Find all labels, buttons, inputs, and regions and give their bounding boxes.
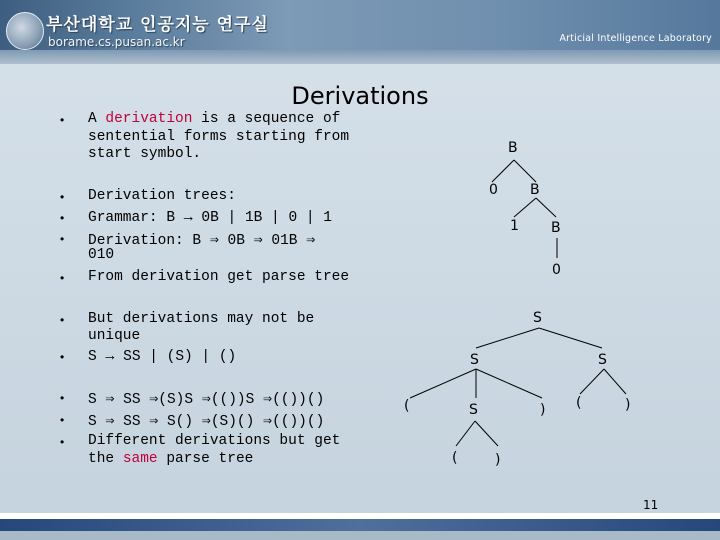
- tree2-node: S: [470, 352, 479, 368]
- tree1-node: B: [530, 182, 540, 198]
- bullet-marker: •: [60, 113, 65, 127]
- text-run: 01B: [262, 233, 307, 249]
- tree1-edge: [492, 160, 514, 182]
- text-line: start symbol.: [88, 146, 202, 162]
- text-line: But derivations may not be: [88, 311, 315, 327]
- text-run: is a sequence of: [192, 111, 341, 127]
- text-run: the: [88, 451, 123, 467]
- tree2-edge: [456, 421, 475, 446]
- derives-arrow-icon: ⇒: [263, 391, 273, 408]
- text-line: 010: [88, 247, 115, 263]
- lab-name: Articial Intelligence Laboratory: [559, 33, 712, 44]
- text-run: Grammar: B: [88, 210, 184, 226]
- text-run: S: [88, 349, 106, 365]
- tree1-leaf-node: 0: [552, 262, 561, 278]
- derives-arrow-icon: ⇒: [263, 413, 273, 430]
- university-name: 부산대학교 인공지능 연구실: [46, 15, 269, 35]
- text-run: (S)S: [158, 392, 202, 408]
- derives-arrow-icon: ⇒: [105, 413, 115, 430]
- tree2-node: ): [540, 402, 546, 418]
- tree1-node: 0: [489, 182, 498, 198]
- text-run: S(): [158, 414, 202, 430]
- bullet-marker: •: [60, 435, 65, 449]
- highlight-derivation: derivation: [105, 111, 193, 127]
- footer-bar: [0, 519, 720, 531]
- text-run: SS: [114, 414, 150, 430]
- tree2-node: S: [469, 402, 478, 418]
- tree2-node: (: [452, 450, 458, 466]
- derives-arrow-icon: ⇒: [149, 413, 159, 430]
- bullet-marker: •: [60, 350, 65, 364]
- tree1-edge: [514, 160, 536, 182]
- tree1-edge: [514, 198, 536, 217]
- tree2-node: S: [598, 352, 607, 368]
- tree2-edge: [580, 369, 604, 394]
- derives-arrow-icon: ⇒: [149, 391, 159, 408]
- highlight-same: same: [122, 451, 158, 467]
- tree2-node: (: [576, 395, 582, 411]
- tree1-node: 1: [510, 218, 519, 234]
- bullet-marker: •: [60, 391, 65, 405]
- text-line: Different derivations but get: [88, 433, 341, 449]
- text-run: SS: [114, 392, 150, 408]
- text-run: parse tree: [157, 451, 254, 467]
- produces-arrow-icon: →: [105, 348, 115, 365]
- tree2-node: ): [495, 452, 501, 468]
- derives-arrow-icon: ⇒: [201, 413, 211, 430]
- derives-arrow-icon: ⇒: [253, 232, 263, 249]
- text-run: (())S: [210, 392, 264, 408]
- text-run: (())(): [272, 414, 325, 430]
- tree2-edge: [410, 369, 476, 398]
- text-run: (S)(): [210, 414, 264, 430]
- text-run: (())(): [272, 392, 325, 408]
- text-line: From derivation get parse tree: [88, 269, 350, 285]
- tree2-edge: [604, 369, 626, 394]
- derives-arrow-icon: ⇒: [306, 232, 316, 249]
- text-run: S: [88, 414, 106, 430]
- text-run: Derivation: B: [88, 233, 210, 249]
- derives-arrow-icon: ⇒: [209, 232, 219, 249]
- tree2-edge: [476, 369, 542, 398]
- produces-arrow-icon: →: [183, 209, 193, 226]
- text-line: unique: [88, 328, 141, 344]
- bullet-marker: •: [60, 190, 65, 204]
- text-run: A: [88, 111, 106, 127]
- tree1-edge: [536, 198, 556, 217]
- tree1-node: B: [551, 220, 561, 236]
- tree2-node: (: [404, 398, 410, 414]
- tree2-edge: [539, 328, 602, 348]
- slide-title: Derivations: [291, 82, 429, 110]
- text-run: SS | (S) | (): [114, 349, 237, 365]
- text-run: S: [88, 392, 106, 408]
- footer-band: [0, 531, 720, 540]
- tree1-root-node: B: [508, 140, 518, 156]
- bullet-marker: •: [60, 413, 65, 427]
- tree2-node: ): [625, 397, 631, 413]
- text-line: sentential forms starting from: [88, 129, 350, 145]
- text-line: Derivation trees:: [88, 188, 236, 204]
- bullet-marker: •: [60, 313, 65, 327]
- derives-arrow-icon: ⇒: [201, 391, 211, 408]
- university-url: borame.cs.pusan.ac.kr: [48, 35, 185, 49]
- text-run: 0B | 1B | 0 | 1: [192, 210, 332, 226]
- derives-arrow-icon: ⇒: [105, 391, 115, 408]
- text-run: 0B: [218, 233, 254, 249]
- bullet-marker: •: [60, 232, 65, 246]
- bullet-marker: •: [60, 271, 65, 285]
- page-number: 11: [643, 498, 659, 512]
- bullet-marker: •: [60, 211, 65, 225]
- tree2-edge: [476, 328, 539, 348]
- tree2-root-node: S: [533, 310, 542, 326]
- tree2-edge: [475, 421, 498, 446]
